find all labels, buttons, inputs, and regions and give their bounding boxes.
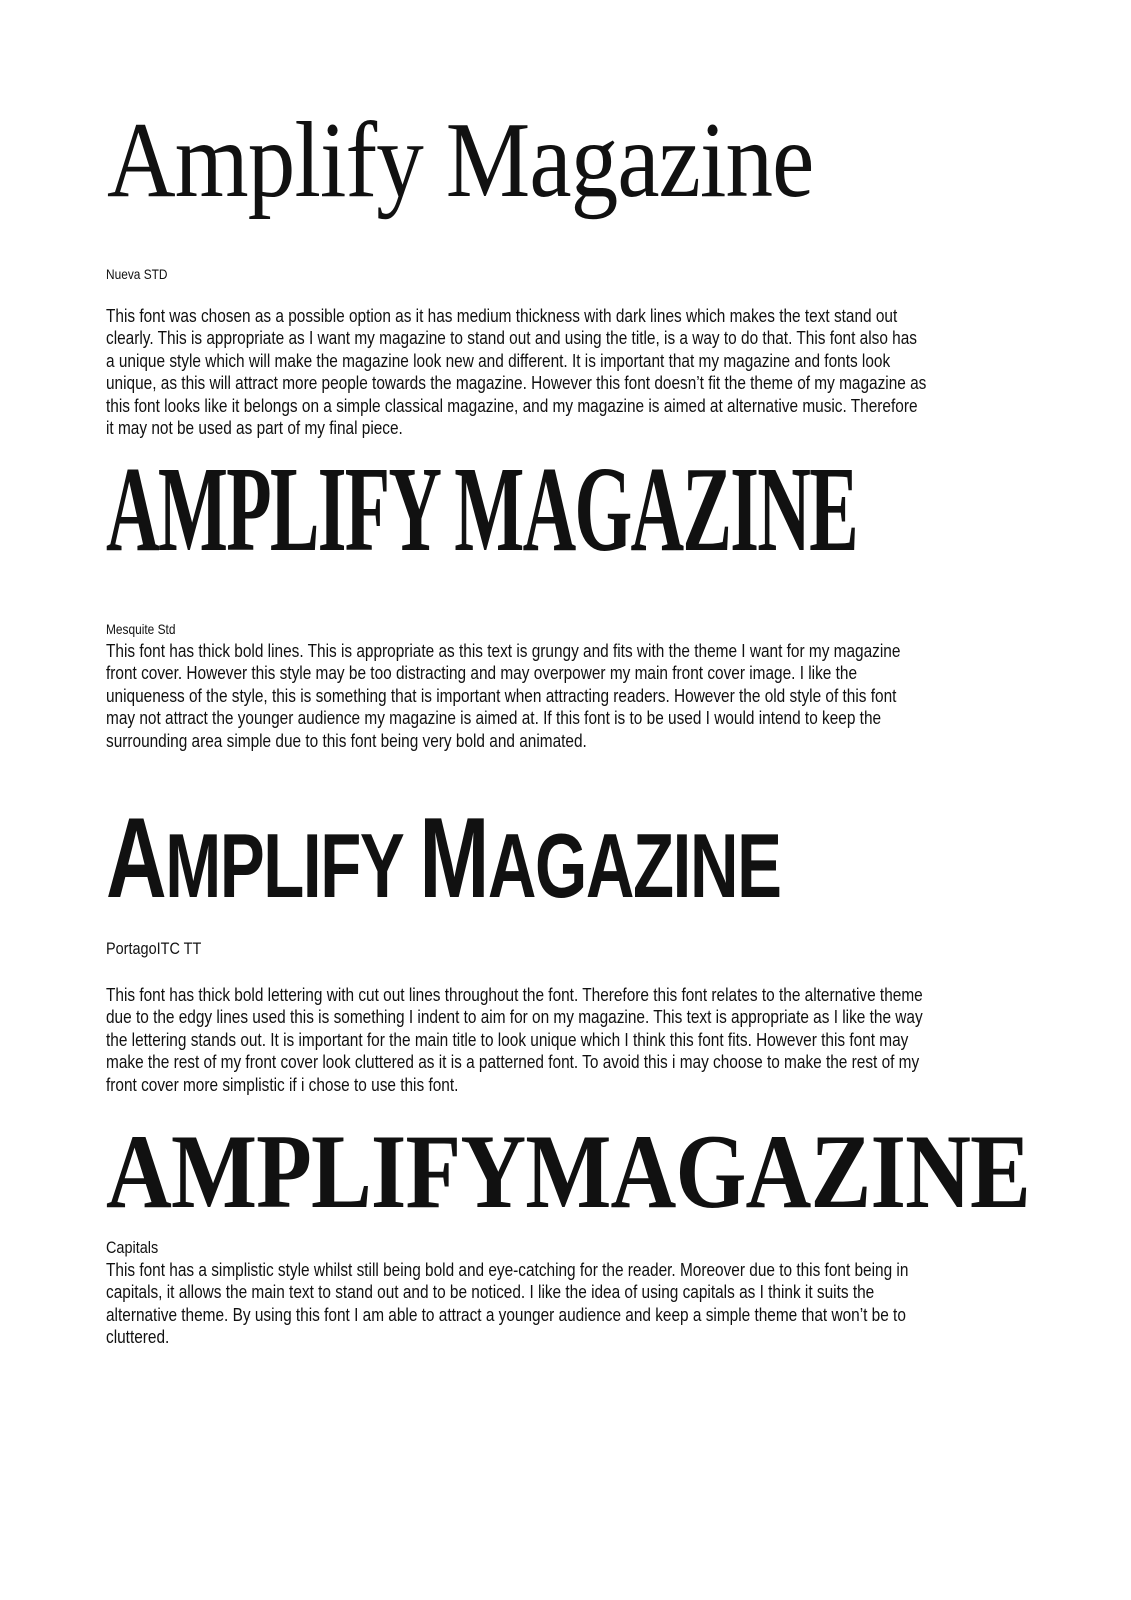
description-mesquite bbox=[106, 640, 1001, 752]
description-line: make the rest of my front cover look cluttered as it is a patterned font. To avoid this i may choose to make the rest of my bbox=[106, 1052, 920, 1073]
description-line: alternative theme. By using this font I am able to attract a younger audience and keep a simple theme that won’t be to bbox=[106, 1304, 906, 1325]
font-label-capitals: Capitals bbox=[106, 1238, 159, 1257]
description-line: This font has thick bold lines. This is appropriate as this text is grungy and fits with the theme I want for my magazine bbox=[106, 641, 901, 661]
description-line: the lettering stands out. It is important for the main title to look unique which I think this font fits. However this font may bbox=[106, 1029, 909, 1050]
font-label-portago: PortagoITC TT bbox=[106, 939, 202, 958]
font-label-nueva: Nueva STD bbox=[106, 266, 168, 282]
sample-title-mesquite: AMPLIFY MAGAZINE bbox=[106, 441, 857, 577]
description-line: surrounding area simple due to this font being very bold and animated. bbox=[106, 730, 587, 751]
title-rest-agazine: AGAZINE bbox=[487, 815, 781, 918]
description-line: clearly. This is appropriate as I want my magazine to stand out and using the title, is a way to do that. This font also has bbox=[106, 328, 917, 349]
font-label-mesquite: Mesquite Std bbox=[106, 621, 176, 637]
sample-title-capitals: AMPLIFYMAGAZINE bbox=[106, 1113, 1030, 1230]
description-line: cluttered. bbox=[106, 1327, 170, 1348]
description-line: due to the edgy lines used this is something I indent to aim for on my magazine. This text is appropriate as I like the way bbox=[106, 1007, 923, 1028]
title-initial-a: A bbox=[106, 794, 166, 922]
description-line: a unique style which will make the magazine look new and different. It is important that my magazine and fonts look bbox=[106, 350, 891, 371]
title-rest-mplify: MPLIFY bbox=[165, 815, 420, 918]
description-line: front cover more simplistic if i chose to use this font. bbox=[106, 1074, 459, 1095]
description-line: This font has thick bold lettering with cut out lines throughout the font. Therefore this font relates to the alternative theme bbox=[106, 985, 923, 1005]
description-line: This font was chosen as a possible option as it has medium thickness with dark lines which makes the text stand out bbox=[106, 306, 898, 326]
sample-title-nueva: Amplify Magazine bbox=[107, 101, 814, 220]
description-nueva bbox=[106, 305, 1001, 439]
description-line: uniqueness of the style, this is something that is important when attracting readers. However the old style of this font bbox=[106, 685, 897, 706]
description-line: front cover. However this style may be too distracting and may overpower my main front cover image. I like the bbox=[106, 663, 858, 684]
description-capitals bbox=[106, 1259, 1001, 1349]
description-portago bbox=[106, 984, 1001, 1096]
description-line: this font looks like it belongs on a simple classical magazine, and my magazine is aimed at alternative music. Therefore bbox=[106, 395, 918, 416]
sample-title-portago bbox=[106, 794, 781, 922]
title-initial-m: M bbox=[419, 794, 488, 922]
description-line: capitals, it allows the main text to stand out and to be noticed. I like the idea of using capitals as I think it suits the bbox=[106, 1282, 875, 1303]
description-line: it may not be used as part of my final piece. bbox=[106, 418, 403, 439]
description-line: may not attract the younger audience my magazine is aimed at. If this font is to be used I would intend to keep the bbox=[106, 708, 882, 729]
description-line: unique, as this will attract more people towards the magazine. However this font doesn’t fit the theme of my magazine as bbox=[106, 373, 927, 394]
description-line: This font has a simplistic style whilst still being bold and eye-catching for the reader. Moreover due to this font being in bbox=[106, 1260, 909, 1280]
